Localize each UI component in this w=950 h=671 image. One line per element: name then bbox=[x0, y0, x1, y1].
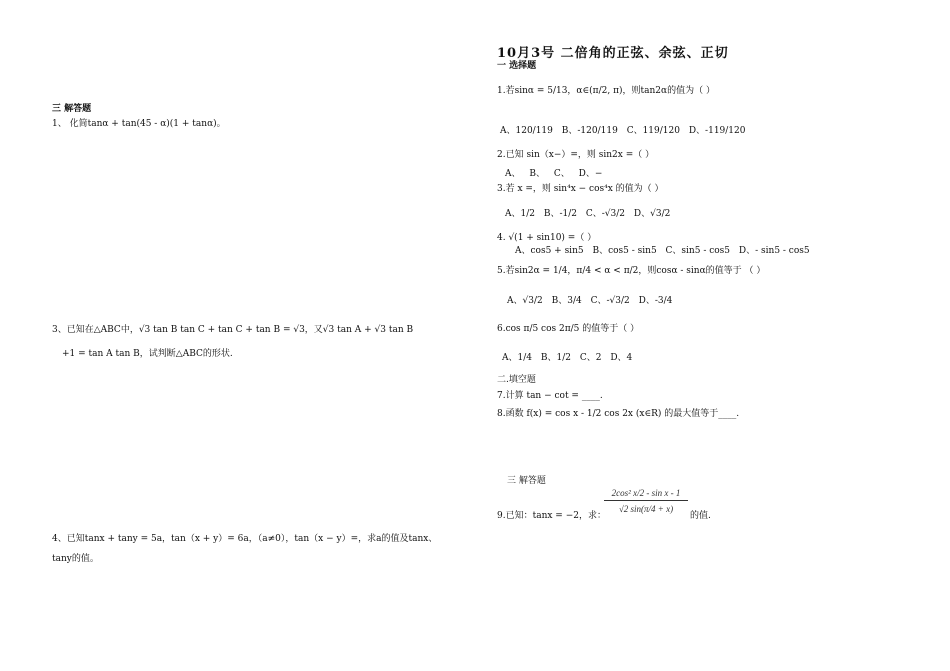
question-2: 2.已知 sin（x−）=，则 sin2x =（ ） bbox=[497, 150, 655, 160]
q5-option-d: D、-3/4 bbox=[638, 296, 673, 306]
question-2-options bbox=[505, 166, 608, 179]
question-8: 8.函数 f(x) = cos x - 1/2 cos 2x (x∈R) 的最大值等于____. bbox=[497, 409, 740, 419]
section-fill-title: 二.填空题 bbox=[497, 375, 536, 385]
question-6-options bbox=[502, 350, 638, 363]
question-1-options bbox=[500, 123, 752, 136]
q5-option-c: C、-√3/2 bbox=[590, 296, 630, 306]
q3-option-a: A、1/2 bbox=[505, 209, 535, 219]
q4-option-a: A、cos5 + sin5 bbox=[515, 246, 584, 256]
section-answer-title: 三 解答题 bbox=[507, 476, 546, 486]
q2-option-a: A、 bbox=[505, 169, 521, 179]
q3-option-c: C、-√3/2 bbox=[585, 209, 626, 219]
q4-option-c: C、sin5 - cos5 bbox=[665, 246, 731, 256]
left-question-3-line2: +1 = tan A tan B，试判断△ABC的形状. bbox=[62, 349, 233, 359]
q1-option-d: D、-119/120 bbox=[688, 126, 746, 136]
question-9-suffix: 的值. bbox=[690, 511, 711, 521]
q6-option-b: B、1/2 bbox=[540, 353, 571, 363]
q1-option-a: A、120/119 bbox=[500, 126, 553, 136]
question-4-options bbox=[515, 243, 816, 256]
q9-denominator: √2 sin(π/4 + x) bbox=[618, 504, 674, 514]
q5-option-a: A、√3/2 bbox=[507, 296, 543, 306]
q4-option-d: D、- sin5 - cos5 bbox=[738, 246, 810, 256]
question-5: 5.若sin2α = 1/4，π/4 < α < π/2，则cosα - sinα的值等于 （ ） bbox=[497, 266, 766, 276]
q1-option-b: B、-120/119 bbox=[561, 126, 618, 136]
q6-option-a: A、1/4 bbox=[502, 353, 532, 363]
q3-option-d: D、√3/2 bbox=[633, 209, 671, 219]
q5-option-b: B、3/4 bbox=[551, 296, 582, 306]
q9-numerator: 2cos² x/2 - sin x - 1 bbox=[611, 488, 681, 498]
q4-option-b: B、cos5 - sin5 bbox=[592, 246, 657, 256]
q2-option-b: B、 bbox=[529, 169, 545, 179]
question-6: 6.cos π/5 cos 2π/5 的值等于（ ） bbox=[497, 324, 640, 334]
question-7: 7.计算 tan − cot = ____. bbox=[497, 391, 603, 401]
q6-option-d: D、4 bbox=[610, 353, 633, 363]
question-9-prefix: 9.已知：tanx = −2，求： bbox=[497, 511, 606, 521]
q2-option-d: D、− bbox=[578, 169, 603, 179]
q6-option-c: C、2 bbox=[579, 353, 602, 363]
question-3: 3.若 x =，则 sin⁴x − cos⁴x 的值为（ ） bbox=[497, 184, 664, 194]
left-question-1: 1、 化简tanα + tan(45 - α)(1 + tanα)。 bbox=[52, 119, 226, 129]
question-9-fraction bbox=[604, 488, 688, 514]
page-title: 10月3号 二倍角的正弦、余弦、正切 bbox=[497, 46, 729, 61]
left-question-4-line1: 4、已知tanx + tany = 5a，tan（x + y）= 6a，（a≠0），tan（x − y）=，求a的值及tanx、 bbox=[52, 534, 438, 544]
section-choice-title: 一 选择题 bbox=[497, 61, 537, 71]
question-4: 4. √(1 + sin10) =（ ） bbox=[497, 233, 597, 243]
left-question-4-line2: tany的值。 bbox=[52, 554, 99, 564]
left-question-3-line1: 3、已知在△ABC中，√3 tan B tan C + tan C + tan B = √3，又√3 tan A + √3 tan B bbox=[52, 325, 414, 335]
question-5-options bbox=[507, 293, 678, 306]
q1-option-c: C、119/120 bbox=[626, 126, 680, 136]
question-1: 1.若sinα = 5/13，α∈(π/2, π)，则tan2α的值为（ ） bbox=[497, 86, 715, 96]
q3-option-b: B、-1/2 bbox=[543, 209, 577, 219]
q2-option-c: C、 bbox=[553, 169, 570, 179]
question-3-options bbox=[505, 206, 676, 219]
left-section-title: 三 解答题 bbox=[52, 104, 92, 114]
